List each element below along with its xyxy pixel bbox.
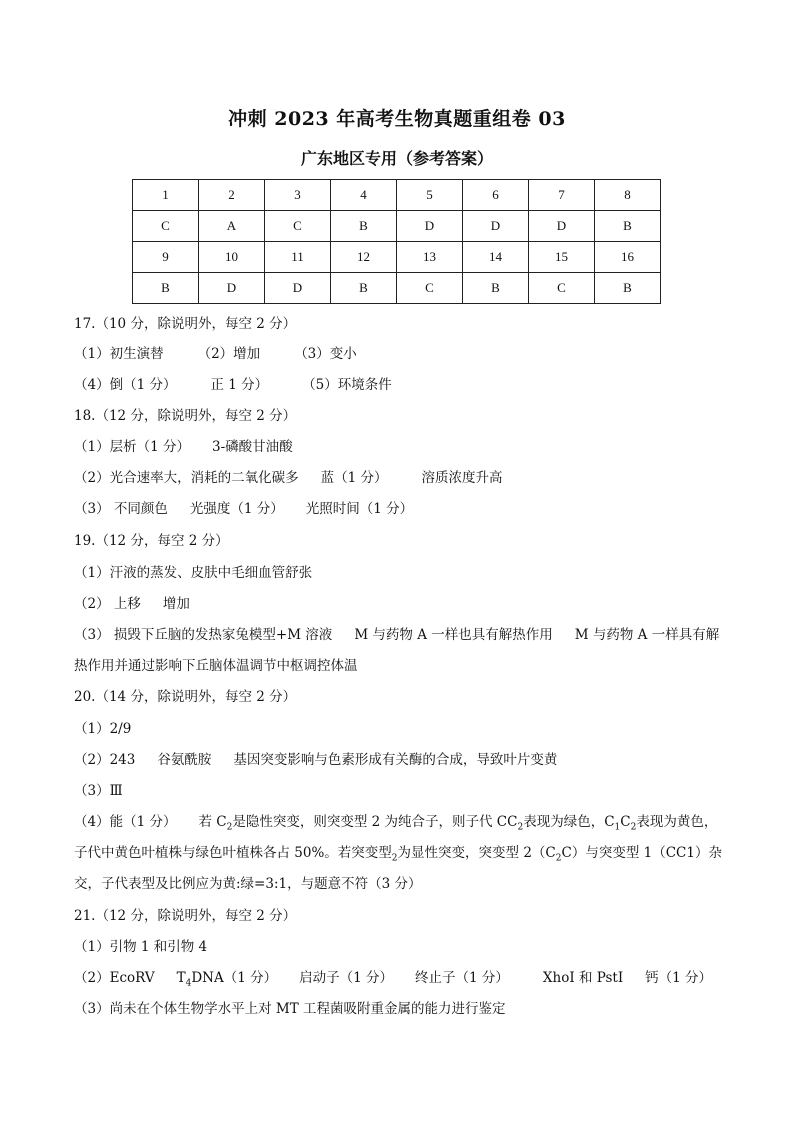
answer-cell: C <box>133 211 199 242</box>
document-subtitle: 广东地区专用（参考答案） <box>300 149 493 168</box>
answer-cell: B <box>133 273 199 304</box>
subscript: 1 <box>614 822 621 833</box>
q20-text: 是隐性突变，则突变型 2 为纯合子，则子代 CC <box>232 814 518 830</box>
q21-line-1: （1）引物 1 和引物 4 <box>74 939 208 955</box>
q20-line-6: 交，子代表型及比例应为黄:绿=3:1，与题意不符（3 分） <box>74 876 422 892</box>
q18-ans-2c: 溶质浓度升高 <box>421 470 503 486</box>
q19-ans-2b: 增加 <box>162 596 190 612</box>
subscript: 2 <box>630 822 637 833</box>
q20-text: C）与突变型 1（CC1）杂 <box>561 845 722 861</box>
q20-ans-2b: 谷氨酰胺 <box>157 752 212 768</box>
question-number-cell: 7 <box>529 180 595 211</box>
q18-line-3 <box>74 499 734 519</box>
q19-line-4: 热作用并通过影响下丘脑体温调节中枢调控体温 <box>74 658 358 674</box>
q21-ans-enzyme: （2）EcoRV <box>74 970 155 986</box>
answer-cell: D <box>397 211 463 242</box>
answer-cell: D <box>529 211 595 242</box>
question-number-row <box>133 180 661 211</box>
q20-text: 子代中黄色叶植株与绿色叶植株各占 50%。若突变型 <box>74 845 392 861</box>
question-number-cell: 5 <box>397 180 463 211</box>
q20-ans-4a: （4）能（1 分） <box>74 814 177 830</box>
q21-ans-promoter: 启动子（1 分） <box>299 970 393 986</box>
answer-cell: D <box>199 273 265 304</box>
answer-cell: A <box>199 211 265 242</box>
subscript: 2 <box>226 822 233 833</box>
question-number-cell: 10 <box>199 242 265 273</box>
question-number-cell: 14 <box>463 242 529 273</box>
q20-line-4 <box>74 812 734 838</box>
q18-ans-2b: 蓝（1 分） <box>320 470 388 486</box>
answer-cell: C <box>397 273 463 304</box>
q21-ans-calcium: 钙（1 分） <box>645 970 713 986</box>
answer-cell: B <box>595 211 661 242</box>
q20-text: C <box>620 814 631 830</box>
question-number-cell: 1 <box>133 180 199 211</box>
q17-heading: 17.（10 分，除说明外，每空 2 分） <box>74 316 297 332</box>
subscript: 4 <box>185 978 192 989</box>
q19-ans-2a: （2） 上移 <box>74 596 141 612</box>
q21-text: DNA（1 分） <box>191 970 278 986</box>
q18-heading: 18.（12 分，除说明外，每空 2 分） <box>74 408 297 424</box>
q20-line-1: （1）2/9 <box>74 721 132 737</box>
q20-text: 表现为绿色，C <box>523 814 615 830</box>
question-number-cell: 13 <box>397 242 463 273</box>
answer-cell: B <box>595 273 661 304</box>
answer-row <box>133 211 661 242</box>
q18-ans-1b: 3-磷酸甘油酸 <box>211 439 293 455</box>
question-number-cell: 2 <box>199 180 265 211</box>
q21-ans-terminator: 终止子（1 分） <box>415 970 509 986</box>
question-number-cell: 16 <box>595 242 661 273</box>
q20-line-2 <box>74 750 734 770</box>
answer-row <box>133 273 661 304</box>
q18-ans-3c: 光照时间（1 分） <box>305 501 414 517</box>
answer-cell: B <box>331 273 397 304</box>
q19-line-1: （1）汗液的蒸发、皮肤中毛细血管舒张 <box>74 565 313 581</box>
question-number-cell: 12 <box>331 242 397 273</box>
q20-text: 为显性突变，突变型 2（C <box>397 845 556 861</box>
q20-line-3: （3）Ⅲ <box>74 783 123 799</box>
q18-ans-1a: （1）层析（1 分） <box>74 439 190 455</box>
q19-line-3 <box>74 625 734 645</box>
q21-line-2 <box>74 968 734 994</box>
q19-line-2 <box>74 594 734 614</box>
answer-table <box>132 179 661 304</box>
q21-text: T <box>176 970 186 986</box>
question-number-cell: 3 <box>265 180 331 211</box>
q20-ans-2a: （2）243 <box>74 752 136 768</box>
question-number-cell: 11 <box>265 242 331 273</box>
answer-cell: C <box>529 273 595 304</box>
q17-ans-4a: （4）倒（1 分） <box>74 377 177 393</box>
q20-text: 表现为黄色， <box>636 814 718 830</box>
subscript: 2 <box>391 853 398 864</box>
q20-heading: 20.（14 分，除说明外，每空 2 分） <box>74 689 297 705</box>
answer-cell: B <box>331 211 397 242</box>
q21-line-3: （3）尚未在个体生物学水平上对 MT 工程菌吸附重金属的能力进行鉴定 <box>74 1001 506 1017</box>
q17-line-1 <box>74 344 734 364</box>
q21-heading: 21.（12 分，除说明外，每空 2 分） <box>74 908 297 924</box>
question-number-cell: 8 <box>595 180 661 211</box>
q19-ans-3b: M 与药物 A 一样也具有解热作用 <box>354 627 553 643</box>
answer-cell: B <box>463 273 529 304</box>
q19-ans-3a: （3） 损毁下丘脑的发热家兔模型+M 溶液 <box>74 627 333 643</box>
q17-ans-4b: 正 1 分） <box>210 377 269 393</box>
question-number-cell: 6 <box>463 180 529 211</box>
answer-cell: C <box>265 211 331 242</box>
q17-line-2 <box>74 375 734 395</box>
answer-cell: D <box>265 273 331 304</box>
question-number-cell: 4 <box>331 180 397 211</box>
subscript: 2 <box>555 853 562 864</box>
question-number-cell: 9 <box>133 242 199 273</box>
q20-ans-2c: 基因突变影响与色素形成有关酶的合成，导致叶片变黄 <box>233 752 558 768</box>
q17-ans-1: （1）初生演替 <box>74 346 164 362</box>
q17-ans-2: （2）增加 <box>197 346 261 362</box>
q17-ans-3: （3）变小 <box>294 346 357 362</box>
q19-ans-3c: M 与药物 A 一样具有解 <box>574 627 720 643</box>
question-number-row <box>133 242 661 273</box>
q18-line-2 <box>74 468 734 488</box>
answer-cell: D <box>463 211 529 242</box>
q20-text: 若 C <box>198 814 227 830</box>
q19-heading: 19.（12 分，每空 2 分） <box>74 533 229 549</box>
q17-ans-5: （5）环境条件 <box>302 377 392 393</box>
q21-ans-sites: XhoI 和 PstI <box>542 970 624 986</box>
q18-ans-3b: 光强度（1 分） <box>189 501 284 517</box>
q20-line-5 <box>74 843 734 869</box>
q18-ans-2a: （2）光合速率大，消耗的二氧化碳多 <box>74 470 299 486</box>
question-number-cell: 15 <box>529 242 595 273</box>
q18-ans-3a: （3） 不同颜色 <box>74 501 168 517</box>
document-title: 冲刺 2023 年高考生物真题重组卷 03 <box>228 108 566 130</box>
subscript: 2 <box>517 822 524 833</box>
q18-line-1 <box>74 437 734 457</box>
